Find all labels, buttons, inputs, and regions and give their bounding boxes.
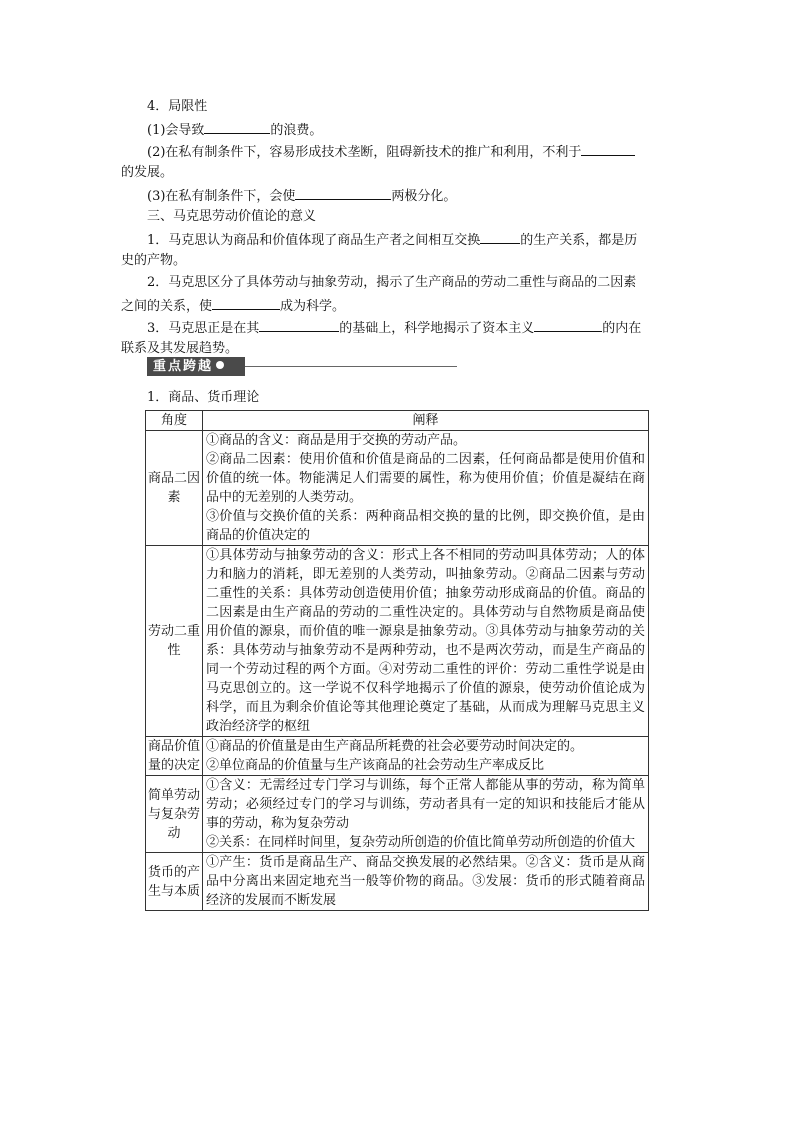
section-3-title: 三、马克思劳动价值论的意义: [147, 209, 317, 224]
row-angle: 货币的产生与本质: [146, 853, 203, 911]
row-explanation: [203, 431, 649, 546]
row-angle: 简单劳动与复杂劳动: [146, 776, 203, 853]
row-explanation: [203, 776, 649, 853]
row-explanation: [203, 737, 649, 776]
explanation-line: ②单位商品的价值量与生产该商品的社会劳动生产率成反比: [206, 758, 545, 773]
explanation-line: ①含义：无需经过专门学习与训练，每个正常人都能从事的劳动，称为简单劳动；必须经过专门的学习与训练，劳动者具有一定的知识和技能后才能从事的劳动，称为复杂劳动: [206, 778, 645, 831]
section-banner: [147, 357, 457, 377]
row-angle: 商品二因素: [146, 431, 203, 546]
row-explanation: [203, 546, 649, 737]
bullet-dot-icon: [216, 361, 224, 369]
section-4-item-2-cont: 的发展。: [121, 165, 174, 180]
explanation-line: ①商品的价值量是由生产商品所耗费的社会必要劳动时间决定的。: [206, 739, 584, 754]
section-3-para-1: [147, 230, 637, 249]
table-title: 1．商品、货币理论: [147, 390, 260, 405]
table-row: [146, 737, 649, 776]
section-3-para-3-cont: 联系及其发展趋势。: [121, 341, 239, 356]
theory-table: [145, 410, 649, 911]
item-1-text-post: 的浪费。: [270, 123, 323, 138]
item-1-text-pre: (1)会导致: [147, 123, 205, 138]
table-row: [146, 776, 649, 853]
banner-label: 重点跨越: [153, 359, 214, 374]
item-3-text-pre: (3)在私有制条件下，会使: [147, 189, 296, 204]
table-row: [146, 853, 649, 911]
table-header-row: [146, 411, 649, 431]
section-4-item-3: [147, 186, 456, 205]
fill-blank: [480, 230, 520, 244]
fill-blank: [259, 318, 339, 332]
explanation-line: ③价值与交换价值的关系：两种商品相交换的量的比例，即交换价值，是由商品的价值决定的: [206, 509, 645, 543]
item-2-text-pre: (2)在私有制条件下，容易形成技术垄断，阻碍新技术的推广和利用，不利于: [147, 145, 582, 160]
para-3-text-mid: 的基础上，科学地揭示了资本主义: [339, 321, 535, 336]
table-row: [146, 431, 649, 546]
section-4-item-1: [147, 120, 322, 139]
row-angle: 商品价值量的决定: [146, 737, 203, 776]
table-row: [146, 546, 649, 737]
header-angle: 角度: [146, 411, 203, 431]
para-1-text-post: 的生产关系，都是历: [520, 233, 638, 248]
para-1-text-pre: 1．马克思认为商品和价值体现了商品生产者之间相互交换: [147, 233, 481, 248]
explanation-line: ①产生：货币是商品生产、商品交换发展的必然结果。②含义：货币是从商品中分离出来固定地充当一般等价物的商品。③发展：货币的形式随着商品经济的发展而不断发展: [206, 855, 645, 908]
explanation-line: ②关系：在同样时间里，复杂劳动所创造的价值比简单劳动所创造的价值大: [206, 835, 636, 850]
section-3-para-2: 2．马克思区分了具体劳动与抽象劳动，揭示了生产商品的劳动二重性与商品的二因素: [147, 275, 637, 290]
para-3-text-post: 的内在: [602, 321, 642, 336]
explanation-line: ①具体劳动与抽象劳动的含义：形式上各不相同的劳动叫具体劳动；人的体力和脑力的消耗，即无差别的人类劳动，叫抽象劳动。②商品二因素与劳动二重性的关系：具体劳动创造使用价值；抽象劳动形成商品的价值。商品的二因素是由生产商品的劳动的二重性决定的。具体劳动与自然物质是商品使用价值的源泉，而价值的唯一源泉是抽象劳动。③具体劳动与抽象劳动的关系：具体劳动与抽象劳动不是两种劳动，也不是两次劳动，而是生产商品的同一个劳动过程的两个方面。④对劳动二重性的评价：劳动二重性学说是由马克思创立的。这一学说不仅科学地揭示了价值的源泉，使劳动价值论成为科学，而且为剩余价值论等其他理论奠定了基础，从而成为理解马克思主义政治经济学的枢纽: [206, 548, 645, 734]
section-3-para-1-cont: 史的产物。: [121, 253, 187, 268]
explanation-line: ②商品二因素：使用价值和价值是商品的二因素，任何商品都是使用价值和价值的统一体。物能满足人们需要的属性，称为使用价值；价值是凝结在商品中的无差别的人类劳动。: [206, 452, 645, 505]
para-3-text-pre: 3．马克思正是在其: [147, 321, 260, 336]
explanation-line: ①商品的含义：商品是用于交换的劳动产品。: [206, 433, 467, 448]
banner-label-box: [147, 357, 245, 376]
row-explanation: [203, 853, 649, 911]
fill-blank: [534, 318, 602, 332]
fill-blank: [204, 120, 270, 134]
row-angle: 劳动二重性: [146, 546, 203, 737]
section-3-para-2-cont: [121, 296, 345, 315]
para-2-text-post: 成为科学。: [280, 299, 346, 314]
header-explanation: 阐释: [203, 411, 649, 431]
fill-blank: [295, 186, 391, 200]
banner-divider: [245, 366, 457, 367]
para-2-text-pre: 之间的关系，使: [121, 299, 213, 314]
fill-blank: [581, 142, 635, 156]
section-3-para-3: [147, 318, 641, 337]
section-4-title: 4．局限性: [147, 99, 208, 114]
item-3-text-post: 两极分化。: [391, 189, 457, 204]
section-4-item-2: [147, 142, 635, 161]
fill-blank: [212, 296, 280, 310]
